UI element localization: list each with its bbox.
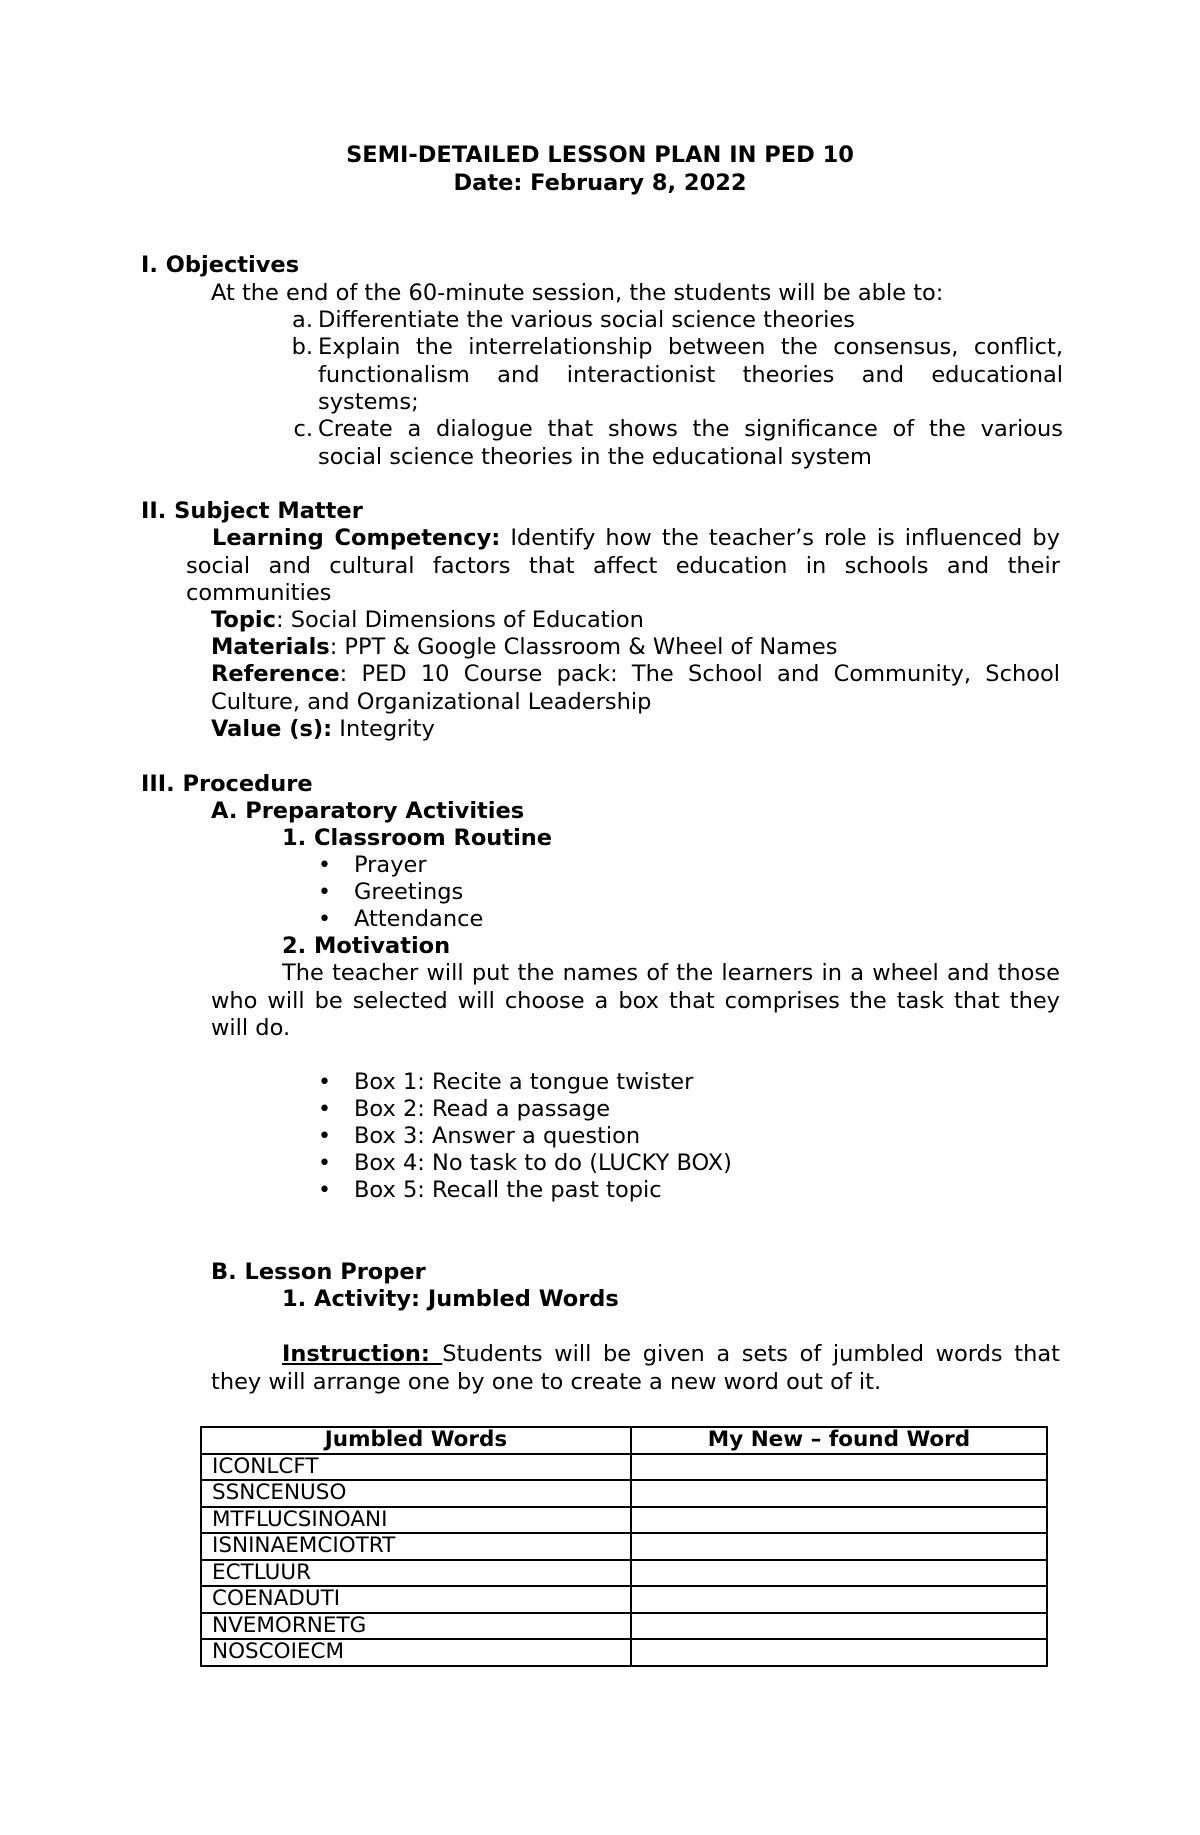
objective-text: Create a dialogue that shows the significance of the various social science theories in the educational system xyxy=(318,416,1063,470)
jumbled-word-cell: MTFLUCSINOANI xyxy=(201,1507,631,1534)
answer-cell xyxy=(631,1560,1047,1587)
list-item: • Box 3: Answer a question xyxy=(318,1123,641,1149)
list-item: • Greetings xyxy=(318,879,464,905)
preparatory-heading: A. Preparatory Activities xyxy=(211,798,525,824)
competency-label: Learning Competency: xyxy=(212,525,501,551)
subject-matter-heading: II. Subject Matter xyxy=(141,498,363,524)
objective-item xyxy=(283,334,1063,417)
objective-label: b. xyxy=(291,334,313,360)
jumbled-word-cell: COENADUTI xyxy=(201,1586,631,1613)
bullet-icon: • xyxy=(318,907,331,932)
jumbled-words-table xyxy=(200,1426,1048,1667)
bullet-icon: • xyxy=(318,1124,331,1149)
list-item: • Box 2: Read a passage xyxy=(318,1096,611,1122)
lesson-proper-heading: B. Lesson Proper xyxy=(211,1259,426,1285)
jumbled-word-cell: ISNINAEMCIOTRT xyxy=(201,1533,631,1560)
answer-cell xyxy=(631,1454,1047,1481)
table-row xyxy=(201,1613,1047,1640)
objective-label: c. xyxy=(293,416,313,442)
table-row xyxy=(201,1454,1047,1481)
list-item: • Prayer xyxy=(318,852,427,878)
jumbled-word-cell: SSNCENUSO xyxy=(201,1480,631,1507)
table-row xyxy=(201,1560,1047,1587)
column-header-jumbled: Jumbled Words xyxy=(201,1427,631,1454)
materials-label: Materials xyxy=(211,634,330,660)
objective-item xyxy=(283,307,1063,335)
objective-item xyxy=(283,416,1063,471)
reference-text: : PED 10 Course pack: The School and Community, School Culture, and Organizational Leadership xyxy=(211,661,1060,715)
table-row xyxy=(201,1586,1047,1613)
answer-cell xyxy=(631,1613,1047,1640)
objectives-intro: At the end of the 60-minute session, the students will be able to: xyxy=(211,280,944,306)
list-item: • Box 1: Recite a tongue twister xyxy=(318,1069,694,1095)
motivation-text: The teacher will put the names of the learners in a wheel and those who will be selected will choose a box that comprises the task that they will do. xyxy=(211,960,1060,1041)
bullet-icon: • xyxy=(318,1070,331,1095)
reference-label: Reference xyxy=(211,661,340,687)
learning-competency xyxy=(186,525,1060,608)
topic-label: Topic xyxy=(211,607,276,633)
list-item: • Attendance xyxy=(318,906,484,932)
competency-text: Identify how the teacher’s role is influenced by social and cultural factors that affect education in schools and their communities xyxy=(186,525,1060,606)
bullet-icon: • xyxy=(318,1151,331,1176)
document-title: SEMI-DETAILED LESSON PLAN IN PED 10 xyxy=(346,142,854,168)
answer-cell xyxy=(631,1533,1047,1560)
table-row xyxy=(201,1480,1047,1507)
document-date: Date: February 8, 2022 xyxy=(453,170,747,196)
materials-line xyxy=(211,634,837,662)
jumbled-word-cell: NOSCOIECM xyxy=(201,1639,631,1666)
motivation-heading: 2. Motivation xyxy=(282,933,451,959)
bullet-icon: • xyxy=(318,1097,331,1122)
reference-line xyxy=(211,661,1060,716)
instruction-text: Students will be given a sets of jumbled words that they will arrange one by one to create a new word out of it. xyxy=(211,1341,1060,1395)
instruction-label: Instruction: xyxy=(282,1341,443,1367)
objectives-heading: I. Objectives xyxy=(141,252,300,278)
activity-heading: 1. Activity: Jumbled Words xyxy=(282,1286,619,1312)
list-item: • Box 5: Recall the past topic xyxy=(318,1177,662,1203)
column-header-new-word: My New – found Word xyxy=(631,1427,1047,1454)
jumbled-word-cell: NVEMORNETG xyxy=(201,1613,631,1640)
bullet-icon: • xyxy=(318,880,331,905)
bullet-icon: • xyxy=(318,853,331,878)
jumbled-word-cell: ECTLUUR xyxy=(201,1560,631,1587)
value-line xyxy=(211,716,435,744)
objective-text: Differentiate the various social science theories xyxy=(318,307,855,333)
instruction-paragraph xyxy=(211,1341,1060,1396)
list-item: • Box 4: No task to do (LUCKY BOX) xyxy=(318,1150,732,1176)
topic-text: : Social Dimensions of Education xyxy=(275,607,644,633)
answer-cell xyxy=(631,1639,1047,1666)
answer-cell xyxy=(631,1507,1047,1534)
materials-text: : PPT & Google Classroom & Wheel of Names xyxy=(329,634,838,660)
objective-text: Explain the interrelationship between the consensus, conflict, functionalism and interactionist theories and educational systems; xyxy=(318,334,1063,415)
value-text: Integrity xyxy=(332,716,435,742)
topic-line xyxy=(211,607,644,635)
value-label: Value (s): xyxy=(211,716,333,742)
table-row xyxy=(201,1507,1047,1534)
jumbled-word-cell: ICONLCFT xyxy=(201,1454,631,1481)
bullet-icon: • xyxy=(318,1178,331,1203)
procedure-heading: III. Procedure xyxy=(141,771,313,797)
routine-heading: 1. Classroom Routine xyxy=(282,825,553,851)
table-header-row xyxy=(201,1427,1047,1454)
answer-cell xyxy=(631,1480,1047,1507)
objective-label: a. xyxy=(292,307,313,333)
table-row xyxy=(201,1639,1047,1666)
answer-cell xyxy=(631,1586,1047,1613)
table-row xyxy=(201,1533,1047,1560)
